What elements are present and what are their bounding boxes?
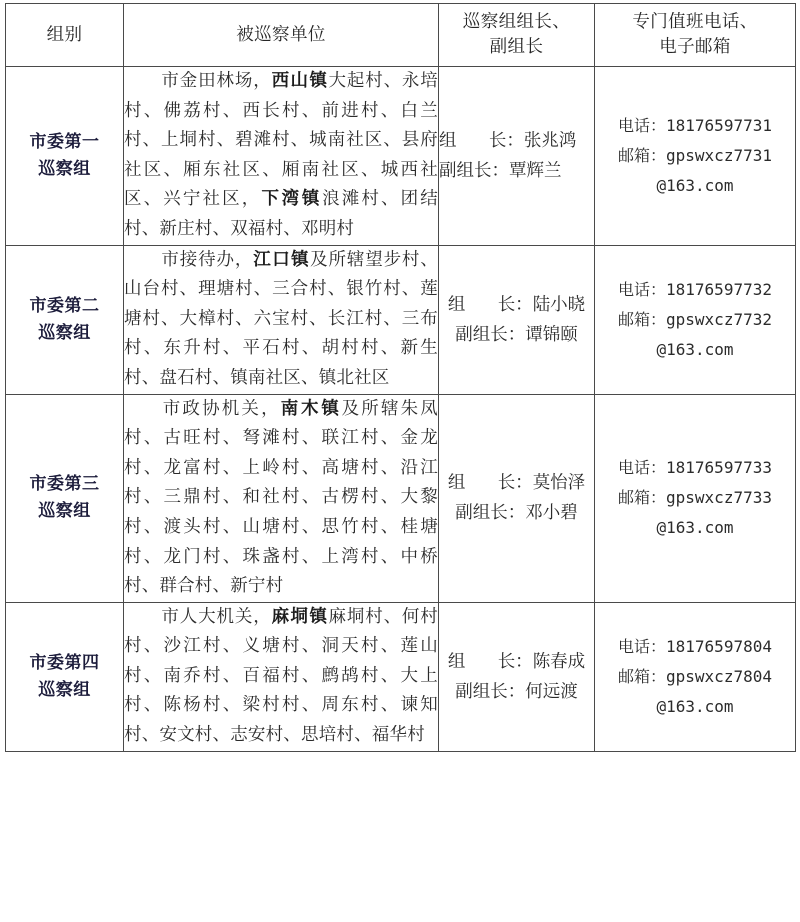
deputy-entry <box>439 677 594 707</box>
phone-line <box>595 453 795 483</box>
leader-name: 张兆鸿 <box>523 130 577 151</box>
leader-line <box>439 647 594 677</box>
table-row <box>6 394 796 602</box>
phone-number: 18176597733 <box>666 458 772 478</box>
email-domain: @163.com <box>656 518 734 538</box>
inspection-assignment-table <box>5 3 796 752</box>
town-name-2: 下湾镇 <box>261 189 323 210</box>
group-name-line2: 巡察组 <box>38 501 91 522</box>
unit-body-2: 浪滩村、团结村、新庄村、双福村、邓明村 <box>124 189 439 239</box>
leader-entry <box>439 468 594 498</box>
phone-label: 电话： <box>618 458 667 478</box>
deputy-entry <box>439 156 594 186</box>
phone-line <box>595 632 795 662</box>
town-name-1: 麻垌镇 <box>271 606 329 627</box>
unit-prefix: 市政协机关， <box>160 398 281 419</box>
table-row <box>6 67 796 246</box>
leader-label: 组 <box>447 294 466 315</box>
deputy-line <box>439 677 594 707</box>
leader-label-tail: 长： <box>497 473 533 494</box>
email-user: gpswxcz7733 <box>666 488 772 508</box>
email-domain: @163.com <box>656 696 734 716</box>
leader-entry <box>439 126 594 156</box>
group-name-line1: 市委第二 <box>29 295 100 316</box>
deputy-entry <box>439 320 594 350</box>
email-label: 邮箱： <box>618 145 667 165</box>
deputy-label: 副组长： <box>455 503 526 524</box>
deputy-label: 副组长： <box>455 324 526 345</box>
unit-prefix: 市金田林场， <box>160 71 272 91</box>
town-name-1: 南木镇 <box>280 398 342 419</box>
contact-cell <box>595 67 796 246</box>
group-name-cell <box>6 394 124 602</box>
deputy-label: 副组长： <box>455 681 526 702</box>
group-name-line1: 市委第一 <box>29 131 100 152</box>
unit-prefix: 市接待办， <box>160 249 254 270</box>
leader-cell <box>439 394 595 602</box>
group-name-cell <box>6 67 124 246</box>
email-line <box>595 483 795 543</box>
town-name-1: 西山镇 <box>271 71 329 91</box>
leader-entry <box>439 647 594 677</box>
phone-number: 18176597731 <box>666 115 772 135</box>
group-name-line2: 巡察组 <box>38 158 91 179</box>
leader-label: 组 <box>439 130 457 151</box>
email-label: 邮箱： <box>618 309 667 329</box>
unit-body-1: 及所辖望步村、山台村、理塘村、三合村、银竹村、莲塘村、大樟村、六宝村、长江村、三布村、东升村、平石村、胡村村、新生村、盘石村、镇南社区、镇北社区 <box>124 249 438 388</box>
column-header-contact-line1: 专门值班电话、 <box>632 12 758 32</box>
inspected-units-cell <box>124 245 439 394</box>
column-header-contact <box>595 4 796 67</box>
leader-line <box>439 468 594 498</box>
leader-cell <box>439 602 595 751</box>
email-label: 邮箱： <box>618 666 667 686</box>
email-line <box>595 141 795 201</box>
email-user: gpswxcz7732 <box>666 309 772 329</box>
phone-line <box>595 111 795 141</box>
leader-name: 陈春成 <box>532 651 586 672</box>
inspected-units-cell <box>124 394 439 602</box>
group-name-line1: 市委第四 <box>29 652 100 673</box>
leader-cell <box>439 67 595 246</box>
leader-name: 陆小晓 <box>532 294 586 315</box>
contact-cell <box>595 245 796 394</box>
email-line <box>595 662 795 722</box>
group-name-line2: 巡察组 <box>38 679 91 700</box>
unit-prefix: 市人大机关， <box>160 606 272 627</box>
column-header-group: 组别 <box>6 4 124 67</box>
leader-line <box>439 126 594 156</box>
group-name-line2: 巡察组 <box>38 322 91 343</box>
leader-label: 组 <box>447 473 466 494</box>
table-body <box>6 67 796 752</box>
group-name-cell <box>6 602 124 751</box>
deputy-line <box>439 320 594 350</box>
column-header-contact-line2: 电子邮箱 <box>659 37 731 57</box>
email-domain: @163.com <box>656 339 734 359</box>
unit-body-1: 大起村、永培村、佛荔村、西长村、前进村、白兰村、上垌村、碧滩村、城南社区、县府社区、厢东社区、厢南社区、城西社区、兴宁社区， <box>124 71 438 210</box>
phone-number: 18176597732 <box>666 279 772 299</box>
phone-line <box>595 275 795 305</box>
phone-label: 电话： <box>618 115 667 135</box>
email-label: 邮箱： <box>618 488 667 508</box>
column-header-leader-line2: 副组长 <box>489 37 544 57</box>
unit-body-1: 及所辖朱凤村、古旺村、弩滩村、联江村、金龙村、龙富村、上岭村、高塘村、沿江村、三鼎村、和社村、古楞村、大黎村、渡头村、山塘村、思竹村、桂塘村、龙门村、珠盏村、上湾村、中桥村、群合村、新宁村 <box>124 398 439 597</box>
phone-number: 18176597804 <box>666 636 772 656</box>
email-user: gpswxcz7731 <box>666 145 772 165</box>
town-name-1: 江口镇 <box>253 249 311 270</box>
email-user: gpswxcz7804 <box>666 666 772 686</box>
table-row <box>6 602 796 751</box>
group-name-line1: 市委第三 <box>29 474 100 495</box>
leader-name: 莫怡泽 <box>532 473 586 494</box>
leader-entry <box>439 290 594 320</box>
column-header-unit: 被巡察单位 <box>124 4 439 67</box>
leader-label-tail: 长： <box>497 294 533 315</box>
column-header-leader <box>439 4 595 67</box>
contact-cell <box>595 602 796 751</box>
email-domain: @163.com <box>656 175 734 195</box>
table-header <box>6 4 796 67</box>
deputy-line <box>439 156 594 186</box>
leader-line <box>439 290 594 320</box>
leader-label: 组 <box>447 651 466 672</box>
deputy-name: 谭锦颐 <box>525 324 578 345</box>
unit-body-1: 麻垌村、何村村、沙江村、义塘村、洞天村、莲山村、南乔村、百福村、鹧鸪村、大上村、陈杨村、梁村村、周东村、谏知村、安文村、志安村、思培村、福华村 <box>124 606 438 746</box>
leader-label-tail: 长： <box>488 130 524 151</box>
column-header-leader-line1: 巡察组组长、 <box>462 12 571 32</box>
table-row <box>6 245 796 394</box>
deputy-line <box>439 498 594 528</box>
contact-cell <box>595 394 796 602</box>
group-name-cell <box>6 245 124 394</box>
email-line <box>595 305 795 365</box>
deputy-name: 邓小碧 <box>525 503 578 524</box>
leader-cell <box>439 245 595 394</box>
header-row <box>6 4 796 67</box>
inspected-units-cell <box>124 602 439 751</box>
deputy-label: 副组长： <box>439 160 509 181</box>
phone-label: 电话： <box>618 279 667 299</box>
leader-label-tail: 长： <box>497 651 533 672</box>
inspected-units-cell <box>124 67 439 246</box>
deputy-entry <box>439 498 594 528</box>
deputy-name: 何远渡 <box>525 681 578 702</box>
deputy-name: 覃辉兰 <box>509 160 562 181</box>
phone-label: 电话： <box>618 636 667 656</box>
